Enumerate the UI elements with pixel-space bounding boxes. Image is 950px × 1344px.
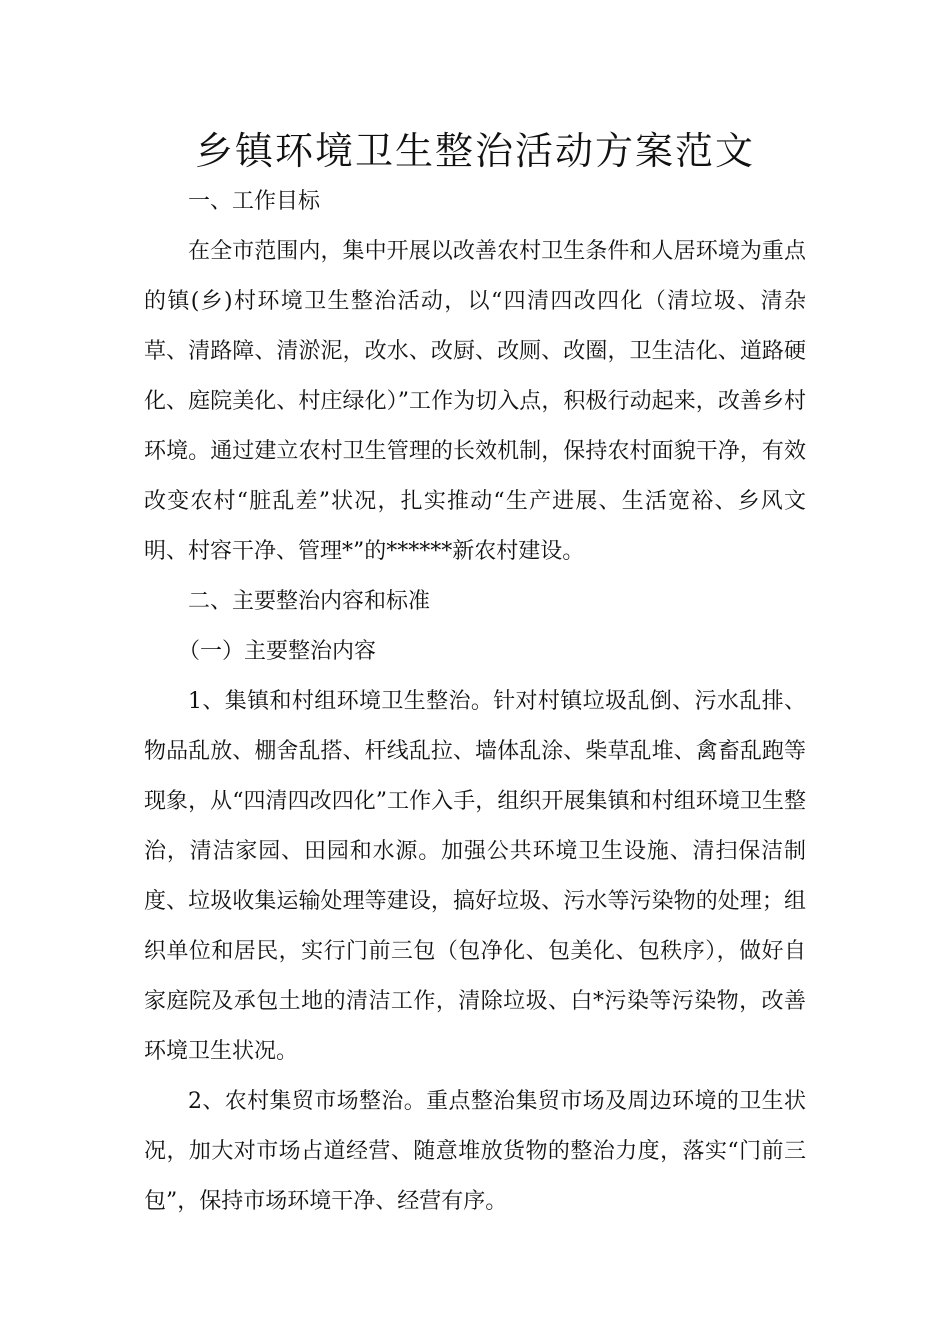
document-body xyxy=(144,177,806,1227)
paragraph-market-cleanup: 2、农村集贸市场整治。重点整治集贸市场及周边环境的卫生状况，加大对市场占道经营、随意堆放货物的整治力度，落实“门前三包”，保持市场环境干净、经营有序。 xyxy=(144,1089,806,1214)
heading-work-goal: 一、工作目标 xyxy=(188,189,321,214)
subheading-main-content: （一）主要整治内容 xyxy=(178,639,377,664)
paragraph-work-goal: 在全市范围内，集中开展以改善农村卫生条件和人居环境为重点的镇(乡)村环境卫生整治活动，以“四清四改四化（清垃圾、清杂草、清路障、清淤泥，改水、改厨、改厕、改圈，卫生洁化、道路硬化、庭院美化、村庄绿化）”工作为切入点，积极行动起来，改善乡村环境。通过建立农村卫生管理的长效机制，保持农村面貌干净，有效改变农村“脏乱差”状况，扎实推动“生产进展、生活宽裕、乡风文明、村容干净、管理*”的******新农村建设。 xyxy=(144,239,806,564)
document-title: 乡镇环境卫生整治活动方案范文 xyxy=(194,129,755,173)
paragraph-town-village-cleanup: 1、集镇和村组环境卫生整治。针对村镇垃圾乱倒、污水乱排、物品乱放、棚舍乱搭、杆线乱拉、墙体乱涂、柴草乱堆、禽畜乱跑等现象，从“四清四改四化”工作入手，组织开展集镇和村组环境卫生整治，清洁家园、田园和水源。加强公共环境卫生设施、清扫保洁制度、垃圾收集运输处理等建设，搞好垃圾、污水等污染物的处理；组织单位和居民，实行门前三包（包净化、包美化、包秩序），做好自家庭院及承包土地的清洁工作，清除垃圾、白*污染等污染物，改善环境卫生状况。 xyxy=(144,689,806,1064)
heading-main-content-standards: 二、主要整治内容和标准 xyxy=(188,589,431,614)
